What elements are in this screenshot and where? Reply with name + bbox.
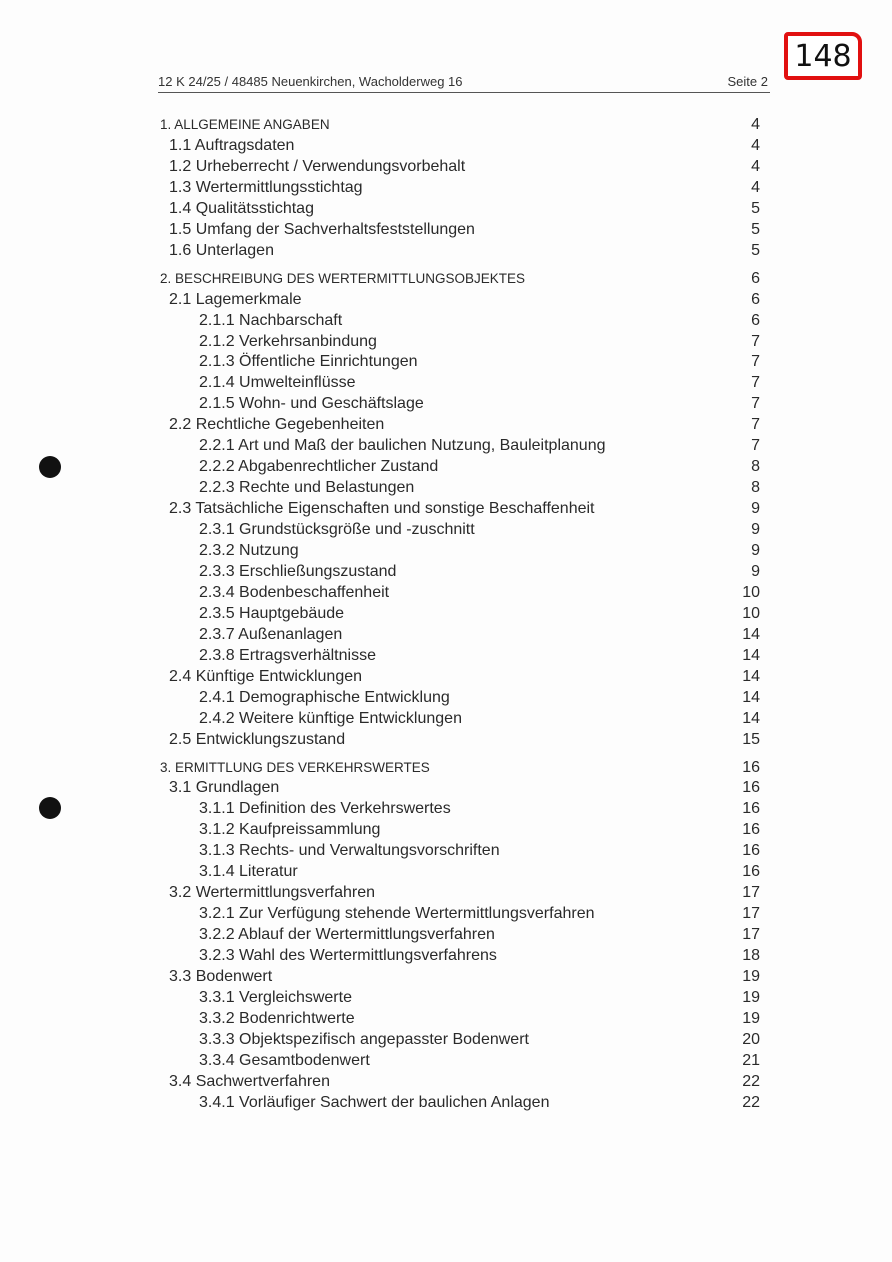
toc-entry — [199, 708, 462, 729]
toc-entry-title: 2.3.8 Ertragsverhältnisse — [199, 646, 376, 664]
toc-entry-title: 3.4.1 Vorläufiger Sachwert der baulichen Anlagen — [199, 1093, 550, 1111]
toc-entry — [199, 819, 380, 840]
page-number-stamp: 148 — [784, 32, 862, 80]
toc-entry — [199, 903, 594, 924]
toc-entry-page: 17 — [742, 905, 760, 923]
toc-entry — [199, 540, 299, 561]
toc-entry — [199, 519, 475, 540]
toc-entry — [169, 414, 384, 435]
toc-entry-page: 6 — [751, 290, 760, 308]
toc-entry-page: 14 — [742, 625, 760, 643]
toc-entry-page: 22 — [742, 1093, 760, 1111]
toc-entry-page: 7 — [751, 395, 760, 413]
toc-entry — [169, 177, 363, 198]
toc-entry-title: 2.2 Rechtliche Gegebenheiten — [169, 416, 385, 434]
toc-entry-title: 3.3 Bodenwert — [169, 968, 273, 985]
toc-entry-title: 3.2.2 Ablauf der Wertermittlungsverfahren — [199, 926, 495, 944]
toc-entry — [169, 135, 294, 156]
toc-entry-page: 9 — [751, 562, 760, 580]
toc-entry — [199, 798, 451, 819]
toc-entry-page: 14 — [742, 667, 760, 685]
toc-entry-title: 2.3 Tatsächliche Eigenschaften und sonstige Beschaffenheit — [169, 500, 595, 518]
punch-hole-bottom — [39, 797, 61, 819]
toc-entry-title: 3.3.2 Bodenrichtwerte — [199, 1009, 355, 1027]
toc-entry-title: 2. BESCHREIBUNG DES WERTERMITTLUNGSOBJEKTES — [160, 270, 526, 286]
punch-hole-top — [39, 456, 61, 478]
toc-entry-page: 21 — [742, 1051, 760, 1069]
case-reference: 12 K 24/25 / 48485 Neuenkirchen, Wacholderweg 16 — [158, 74, 463, 89]
page-label: Seite 2 — [727, 74, 768, 89]
toc-entry — [199, 393, 424, 414]
toc-entry-page: 16 — [742, 758, 760, 776]
toc-entry — [169, 198, 314, 219]
toc-entry-page: 19 — [742, 968, 760, 985]
toc-entry — [199, 924, 495, 945]
toc-entry — [169, 219, 475, 240]
toc-entry-title: 2.2.1 Art und Maß der baulichen Nutzung, Bauleitplanung — [199, 437, 606, 455]
toc-entry-title: 2.2.2 Abgabenrechtlicher Zustand — [199, 458, 439, 476]
toc-entry-page: 16 — [742, 800, 760, 818]
toc-entry-page: 8 — [751, 458, 760, 476]
toc-entry — [199, 645, 376, 666]
toc-entry-title: 3. ERMITTLUNG DES VERKEHRSWERTES — [160, 759, 430, 775]
toc-entry — [199, 1008, 355, 1029]
toc-entry — [169, 777, 279, 798]
toc-entry-title: 2.4 Künftige Entwicklungen — [169, 667, 363, 685]
toc-entry-title: 3.1.3 Rechts- und Verwaltungsvorschriften — [199, 842, 500, 860]
toc-entry-page: 18 — [742, 947, 760, 965]
toc-entry-title: 1.4 Qualitätsstichtag — [169, 199, 314, 217]
toc-entry-page: 7 — [751, 332, 760, 350]
toc-entry-page: 7 — [751, 353, 760, 371]
toc-entry — [199, 351, 418, 372]
toc-entry — [199, 582, 389, 603]
toc-entry-title: 1.5 Umfang der Sachverhaltsfeststellungen — [169, 220, 475, 238]
toc-entry — [160, 114, 330, 135]
toc-entry-page: 4 — [751, 136, 760, 154]
toc-entry-title: 2.3.5 Hauptgebäude — [199, 604, 345, 622]
toc-entry-title: 3.1.2 Kaufpreissammlung — [199, 821, 381, 839]
page-header — [158, 74, 770, 93]
toc-entry-title: 2.1.5 Wohn- und Geschäftslage — [199, 395, 424, 413]
toc-entry — [199, 1050, 370, 1071]
toc-entry-title: 3.2.1 Zur Verfügung stehende Wertermittlungsverfahren — [199, 905, 595, 923]
toc-entry — [160, 268, 525, 289]
toc-entry — [169, 498, 594, 519]
toc-entry-title: 3.2 Wertermittlungsverfahren — [169, 884, 376, 902]
toc-entry — [199, 840, 500, 861]
toc-entry-page: 19 — [742, 988, 760, 1006]
toc-entry-title: 1.3 Wertermittlungsstichtag — [169, 178, 363, 196]
toc-entry-title: 2.4.2 Weitere künftige Entwicklungen — [199, 709, 462, 727]
toc-entry — [199, 1029, 529, 1050]
toc-entry-page: 14 — [742, 709, 760, 727]
toc-entry-page: 16 — [742, 821, 760, 839]
toc-entry — [160, 757, 430, 778]
toc-entry — [169, 289, 302, 310]
toc-entry-title: 1.2 Urheberrecht / Verwendungsvorbehalt — [169, 157, 466, 175]
toc-entry-title: 3.3.3 Objektspezifisch angepasster Bodenwert — [199, 1030, 529, 1048]
toc-entry-page: 20 — [742, 1030, 760, 1048]
toc-entry-page: 7 — [751, 374, 760, 392]
toc-entry-page: 4 — [751, 157, 760, 175]
toc-entry-title: 2.3.4 Bodenbeschaffenheit — [199, 583, 390, 601]
toc-entry-title: 1.6 Unterlagen — [169, 241, 274, 259]
toc-entry-page: 17 — [742, 926, 760, 944]
toc-entry — [199, 687, 450, 708]
toc-entry-page: 5 — [751, 220, 760, 238]
toc-entry — [169, 1071, 330, 1092]
toc-entry — [199, 603, 344, 624]
toc-entry-page: 19 — [742, 1009, 760, 1027]
toc-entry-page: 14 — [742, 688, 760, 706]
toc-entry-title: 2.1 Lagemerkmale — [169, 290, 302, 308]
toc-entry-title: 3.1 Grundlagen — [169, 779, 280, 797]
toc-entry-title: 2.1.1 Nachbarschaft — [199, 311, 343, 329]
toc-entry — [199, 624, 342, 645]
toc-entry-page: 7 — [751, 416, 760, 434]
toc-entry-title: 2.3.3 Erschließungszustand — [199, 562, 397, 580]
toc-entry — [199, 477, 414, 498]
toc-entry-title: 2.2.3 Rechte und Belastungen — [199, 479, 415, 497]
toc-entry-title: 1. ALLGEMEINE ANGABEN — [160, 117, 330, 132]
toc-entry-title: 3.3.1 Vergleichswerte — [199, 988, 352, 1006]
toc-entry-page: 15 — [742, 730, 760, 748]
toc-entry-page: 4 — [751, 116, 760, 133]
toc-entry-title: 2.3.7 Außenanlagen — [199, 625, 343, 643]
toc-entry-title: 3.2.3 Wahl des Wertermittlungsverfahrens — [199, 947, 497, 965]
toc-entry — [199, 561, 396, 582]
toc-entry — [199, 1092, 549, 1113]
toc-entry-title: 3.3.4 Gesamtbodenwert — [199, 1051, 370, 1069]
toc-entry-page: 10 — [742, 583, 760, 601]
toc-entry — [199, 331, 377, 352]
toc-entry-page: 14 — [742, 646, 760, 664]
toc-entry-page: 9 — [751, 500, 760, 518]
toc-entry-page: 8 — [751, 479, 760, 497]
toc-entry-title: 3.1.4 Literatur — [199, 863, 298, 881]
toc-entry-page: 5 — [751, 199, 760, 217]
toc-entry-page: 17 — [742, 884, 760, 902]
toc-entry-page: 16 — [742, 779, 760, 797]
toc-entry — [169, 240, 274, 261]
toc-entry — [199, 310, 342, 331]
toc-entry — [169, 966, 272, 987]
toc-entry-page: 6 — [751, 269, 760, 287]
toc-entry — [199, 987, 352, 1008]
toc-entry-page: 4 — [751, 178, 760, 196]
toc-entry-title: 3.4 Sachwertverfahren — [169, 1072, 330, 1090]
toc-entry — [169, 882, 375, 903]
toc-entry — [199, 372, 356, 393]
toc-entry-page: 5 — [751, 241, 760, 259]
toc-entry — [169, 156, 465, 177]
toc-entry-page: 9 — [751, 542, 760, 559]
toc-entry-page: 16 — [742, 842, 760, 860]
toc-entry-page: 16 — [742, 863, 760, 881]
toc-entry-page: 7 — [751, 437, 760, 455]
toc-entry-title: 2.4.1 Demographische Entwicklung — [199, 688, 450, 706]
toc-entry — [199, 861, 298, 882]
toc-entry — [199, 945, 497, 966]
toc-entry-title: 2.3.1 Grundstücksgröße und -zuschnitt — [199, 521, 475, 539]
toc-entry-page: 10 — [742, 604, 760, 622]
toc-entry-title: 1.1 Auftragsdaten — [169, 136, 295, 154]
toc-entry-page: 22 — [742, 1072, 760, 1090]
toc-entry — [169, 666, 362, 687]
toc-entry — [199, 456, 438, 477]
toc-entry — [199, 435, 606, 456]
toc-entry-title: 2.1.3 Öffentliche Einrichtungen — [199, 353, 418, 371]
toc-entry — [169, 729, 345, 750]
toc-entry-title: 2.1.4 Umwelteinflüsse — [199, 374, 356, 392]
toc-entry-title: 2.5 Entwicklungszustand — [169, 730, 346, 748]
toc-entry-page: 6 — [751, 311, 760, 329]
toc-entry-title: 3.1.1 Definition des Verkehrswertes — [199, 800, 451, 818]
toc-entry-page: 9 — [751, 521, 760, 539]
toc-entry-title: 2.1.2 Verkehrsanbindung — [199, 332, 377, 350]
toc-entry-title: 2.3.2 Nutzung — [199, 542, 299, 559]
